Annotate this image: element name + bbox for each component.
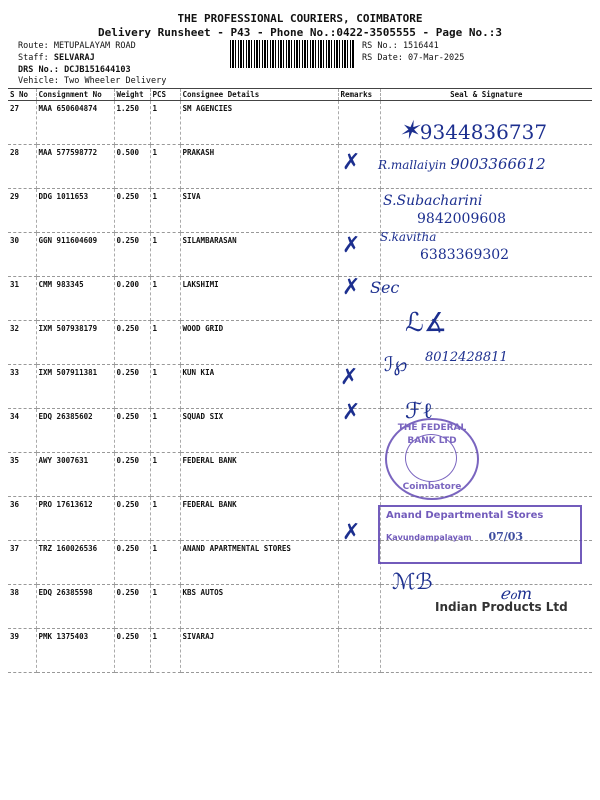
cell-consignee: PRAKASH — [180, 145, 338, 189]
col-header-sno: S No — [8, 89, 36, 101]
cell-sno: 30 — [8, 233, 36, 277]
table-header-row — [8, 89, 592, 101]
table-row — [8, 409, 592, 453]
federal-bank-seal-top: THE FEDERAL BANK LTD — [397, 423, 467, 446]
cell-consignee: SQUAD SIX — [180, 409, 338, 453]
cell-pcs: 1 — [150, 453, 180, 497]
staff-label: Staff: — [18, 53, 54, 63]
drs-number: DCJB151644103 — [64, 65, 131, 75]
federal-bank-seal — [385, 418, 479, 500]
cell-remarks — [338, 629, 380, 673]
cell-weight: 0.250 — [114, 629, 150, 673]
phone-row-33: 8012428811 — [425, 350, 508, 365]
cell-pcs: 1 — [150, 233, 180, 277]
vehicle-text: Vehicle: Two Wheeler Delivery — [18, 76, 167, 86]
phone-row-28: 9003366612 — [450, 155, 546, 173]
col-header-consignment: Consignment No — [36, 89, 114, 101]
anand-stamp-line2 — [380, 524, 580, 543]
cell-consignment: EDQ 26385598 — [36, 585, 114, 629]
col-header-consignee: Consignee Details — [180, 89, 338, 101]
seal-inner-ring — [405, 434, 457, 482]
cross-mark-row-37: ✗ — [342, 520, 361, 545]
cell-weight: 0.250 — [114, 365, 150, 409]
cell-remarks — [338, 541, 380, 585]
cell-consignee: KUN KIA — [180, 365, 338, 409]
cell-weight: 0.250 — [114, 321, 150, 365]
indian-products-stamp: Indian Products Ltd — [435, 600, 568, 614]
cell-sno: 38 — [8, 585, 36, 629]
drs-line — [18, 65, 131, 75]
cell-weight: 0.250 — [114, 497, 150, 541]
barcode — [230, 40, 355, 68]
cell-remarks — [338, 321, 380, 365]
route-text: Route: METUPALAYAM ROAD — [18, 41, 136, 51]
cell-consignee: WOOD GRID — [180, 321, 338, 365]
cross-mark-row-31: ✗ — [342, 275, 361, 300]
cell-consignment: IXM 507938179 — [36, 321, 114, 365]
col-header-signature: Seal & Signature — [380, 89, 592, 101]
cell-pcs: 1 — [150, 321, 180, 365]
col-header-remarks: Remarks — [338, 89, 380, 101]
cell-weight: 0.250 — [114, 541, 150, 585]
cell-pcs: 1 — [150, 189, 180, 233]
col-header-pcs: PCS — [150, 89, 180, 101]
cell-weight: 0.250 — [114, 585, 150, 629]
cell-consignee: LAKSHIMI — [180, 277, 338, 321]
cross-mark-row-30: ✗ — [342, 233, 361, 258]
cell-pcs: 1 — [150, 629, 180, 673]
cell-consignment: CMM 983345 — [36, 277, 114, 321]
name-row-30: S.kavitha — [380, 230, 437, 244]
cell-consignment: MAA 577598772 — [36, 145, 114, 189]
cell-consignment: IXM 507911381 — [36, 365, 114, 409]
cell-consignment: EDQ 26385602 — [36, 409, 114, 453]
table-row — [8, 453, 592, 497]
runsheet-subtitle: Delivery Runsheet - P43 - Phone No.:0422-3505555 - Page No.:3 — [98, 26, 502, 39]
cell-weight: 0.250 — [114, 189, 150, 233]
anand-stores-stamp — [378, 505, 582, 564]
cell-pcs: 1 — [150, 585, 180, 629]
cell-consignee: KBS AUTOS — [180, 585, 338, 629]
rs-date: RS Date: 07-Mar-2025 — [362, 53, 465, 63]
cell-weight: 0.500 — [114, 145, 150, 189]
cross-mark-row-28: ✗ — [342, 150, 361, 175]
cell-pcs: 1 — [150, 409, 180, 453]
cell-pcs: 1 — [150, 145, 180, 189]
federal-bank-seal-bottom: Coimbatore — [402, 482, 462, 492]
cell-signature — [380, 629, 592, 673]
cell-pcs: 1 — [150, 277, 180, 321]
cell-remarks — [338, 585, 380, 629]
signature-row-38: ℳℬ — [392, 570, 433, 595]
cell-consignment: GGN 911604609 — [36, 233, 114, 277]
cell-sno: 39 — [8, 629, 36, 673]
cell-remarks — [338, 453, 380, 497]
cell-weight: 0.200 — [114, 277, 150, 321]
cell-consignment: PRO 17613612 — [36, 497, 114, 541]
table-row — [8, 365, 592, 409]
anand-stamp-place: Kavundampalayam — [386, 533, 472, 542]
signature-row-33: ℐ℘ — [384, 352, 408, 376]
cell-consignee: ANAND APARTMENTAL STORES — [180, 541, 338, 585]
cell-consignment: PMK 1375403 — [36, 629, 114, 673]
cell-sno: 35 — [8, 453, 36, 497]
cell-sno: 31 — [8, 277, 36, 321]
cell-consignee: FEDERAL BANK — [180, 497, 338, 541]
signature-row-39: ℯℴm — [500, 584, 533, 603]
cell-sno: 33 — [8, 365, 36, 409]
cell-pcs: 1 — [150, 497, 180, 541]
anand-stamp-line1: Anand Departmental Stores — [386, 510, 544, 521]
cell-sno: 27 — [8, 101, 36, 145]
cell-remarks — [338, 101, 380, 145]
signature-row-31: Sec — [370, 278, 400, 297]
signature-row-28 — [378, 155, 546, 173]
name-row-29: S.Subacharini — [383, 193, 483, 209]
cross-mark-row-34: ✗ — [342, 400, 361, 425]
cell-pcs: 1 — [150, 101, 180, 145]
cell-consignment: TRZ 160026536 — [36, 541, 114, 585]
phone-row-30: 6383369302 — [420, 247, 510, 263]
cell-consignee: SIVARAJ — [180, 629, 338, 673]
cell-consignment: AWY 3007631 — [36, 453, 114, 497]
signature-row-27: ✶9344836737 — [398, 116, 548, 146]
staff-line — [18, 53, 95, 63]
cell-remarks — [338, 189, 380, 233]
cell-consignee: SM AGENCIES — [180, 101, 338, 145]
cell-pcs: 1 — [150, 365, 180, 409]
cell-weight: 0.250 — [114, 409, 150, 453]
cell-consignment: MAA 650604874 — [36, 101, 114, 145]
rs-number: RS No.: 1516441 — [362, 41, 439, 51]
phone-row-29: 9842009608 — [417, 211, 507, 227]
company-title: THE PROFESSIONAL COURIERS, COIMBATORE — [177, 12, 423, 25]
cell-weight: 1.250 — [114, 101, 150, 145]
signature-row-32: ℒ∡ — [405, 308, 448, 338]
cell-sno: 32 — [8, 321, 36, 365]
name-row-28: R.mallaiyin — [378, 158, 447, 172]
cross-mark-row-33: ✗ — [340, 365, 359, 390]
table-row — [8, 629, 592, 673]
cell-sno: 36 — [8, 497, 36, 541]
cell-sno: 29 — [8, 189, 36, 233]
cell-consignee: SILAMBARASAN — [180, 233, 338, 277]
cell-sno: 34 — [8, 409, 36, 453]
cell-weight: 0.250 — [114, 233, 150, 277]
cell-pcs: 1 — [150, 541, 180, 585]
phone-row-27: 9344836737 — [419, 120, 548, 144]
cell-sno: 28 — [8, 145, 36, 189]
drs-label: DRS No.: — [18, 65, 65, 75]
signature-row-34: ℱℓ — [405, 399, 433, 424]
cell-consignee: SIVA — [180, 189, 338, 233]
cell-weight: 0.250 — [114, 453, 150, 497]
cell-consignee: FEDERAL BANK — [180, 453, 338, 497]
col-header-weight: Weight — [114, 89, 150, 101]
anand-stamp-date: 07/03 — [488, 530, 524, 543]
cell-consignment: DDG 1011653 — [36, 189, 114, 233]
staff-name: SELVARAJ — [53, 53, 95, 63]
table-row — [8, 277, 592, 321]
cell-sno: 37 — [8, 541, 36, 585]
